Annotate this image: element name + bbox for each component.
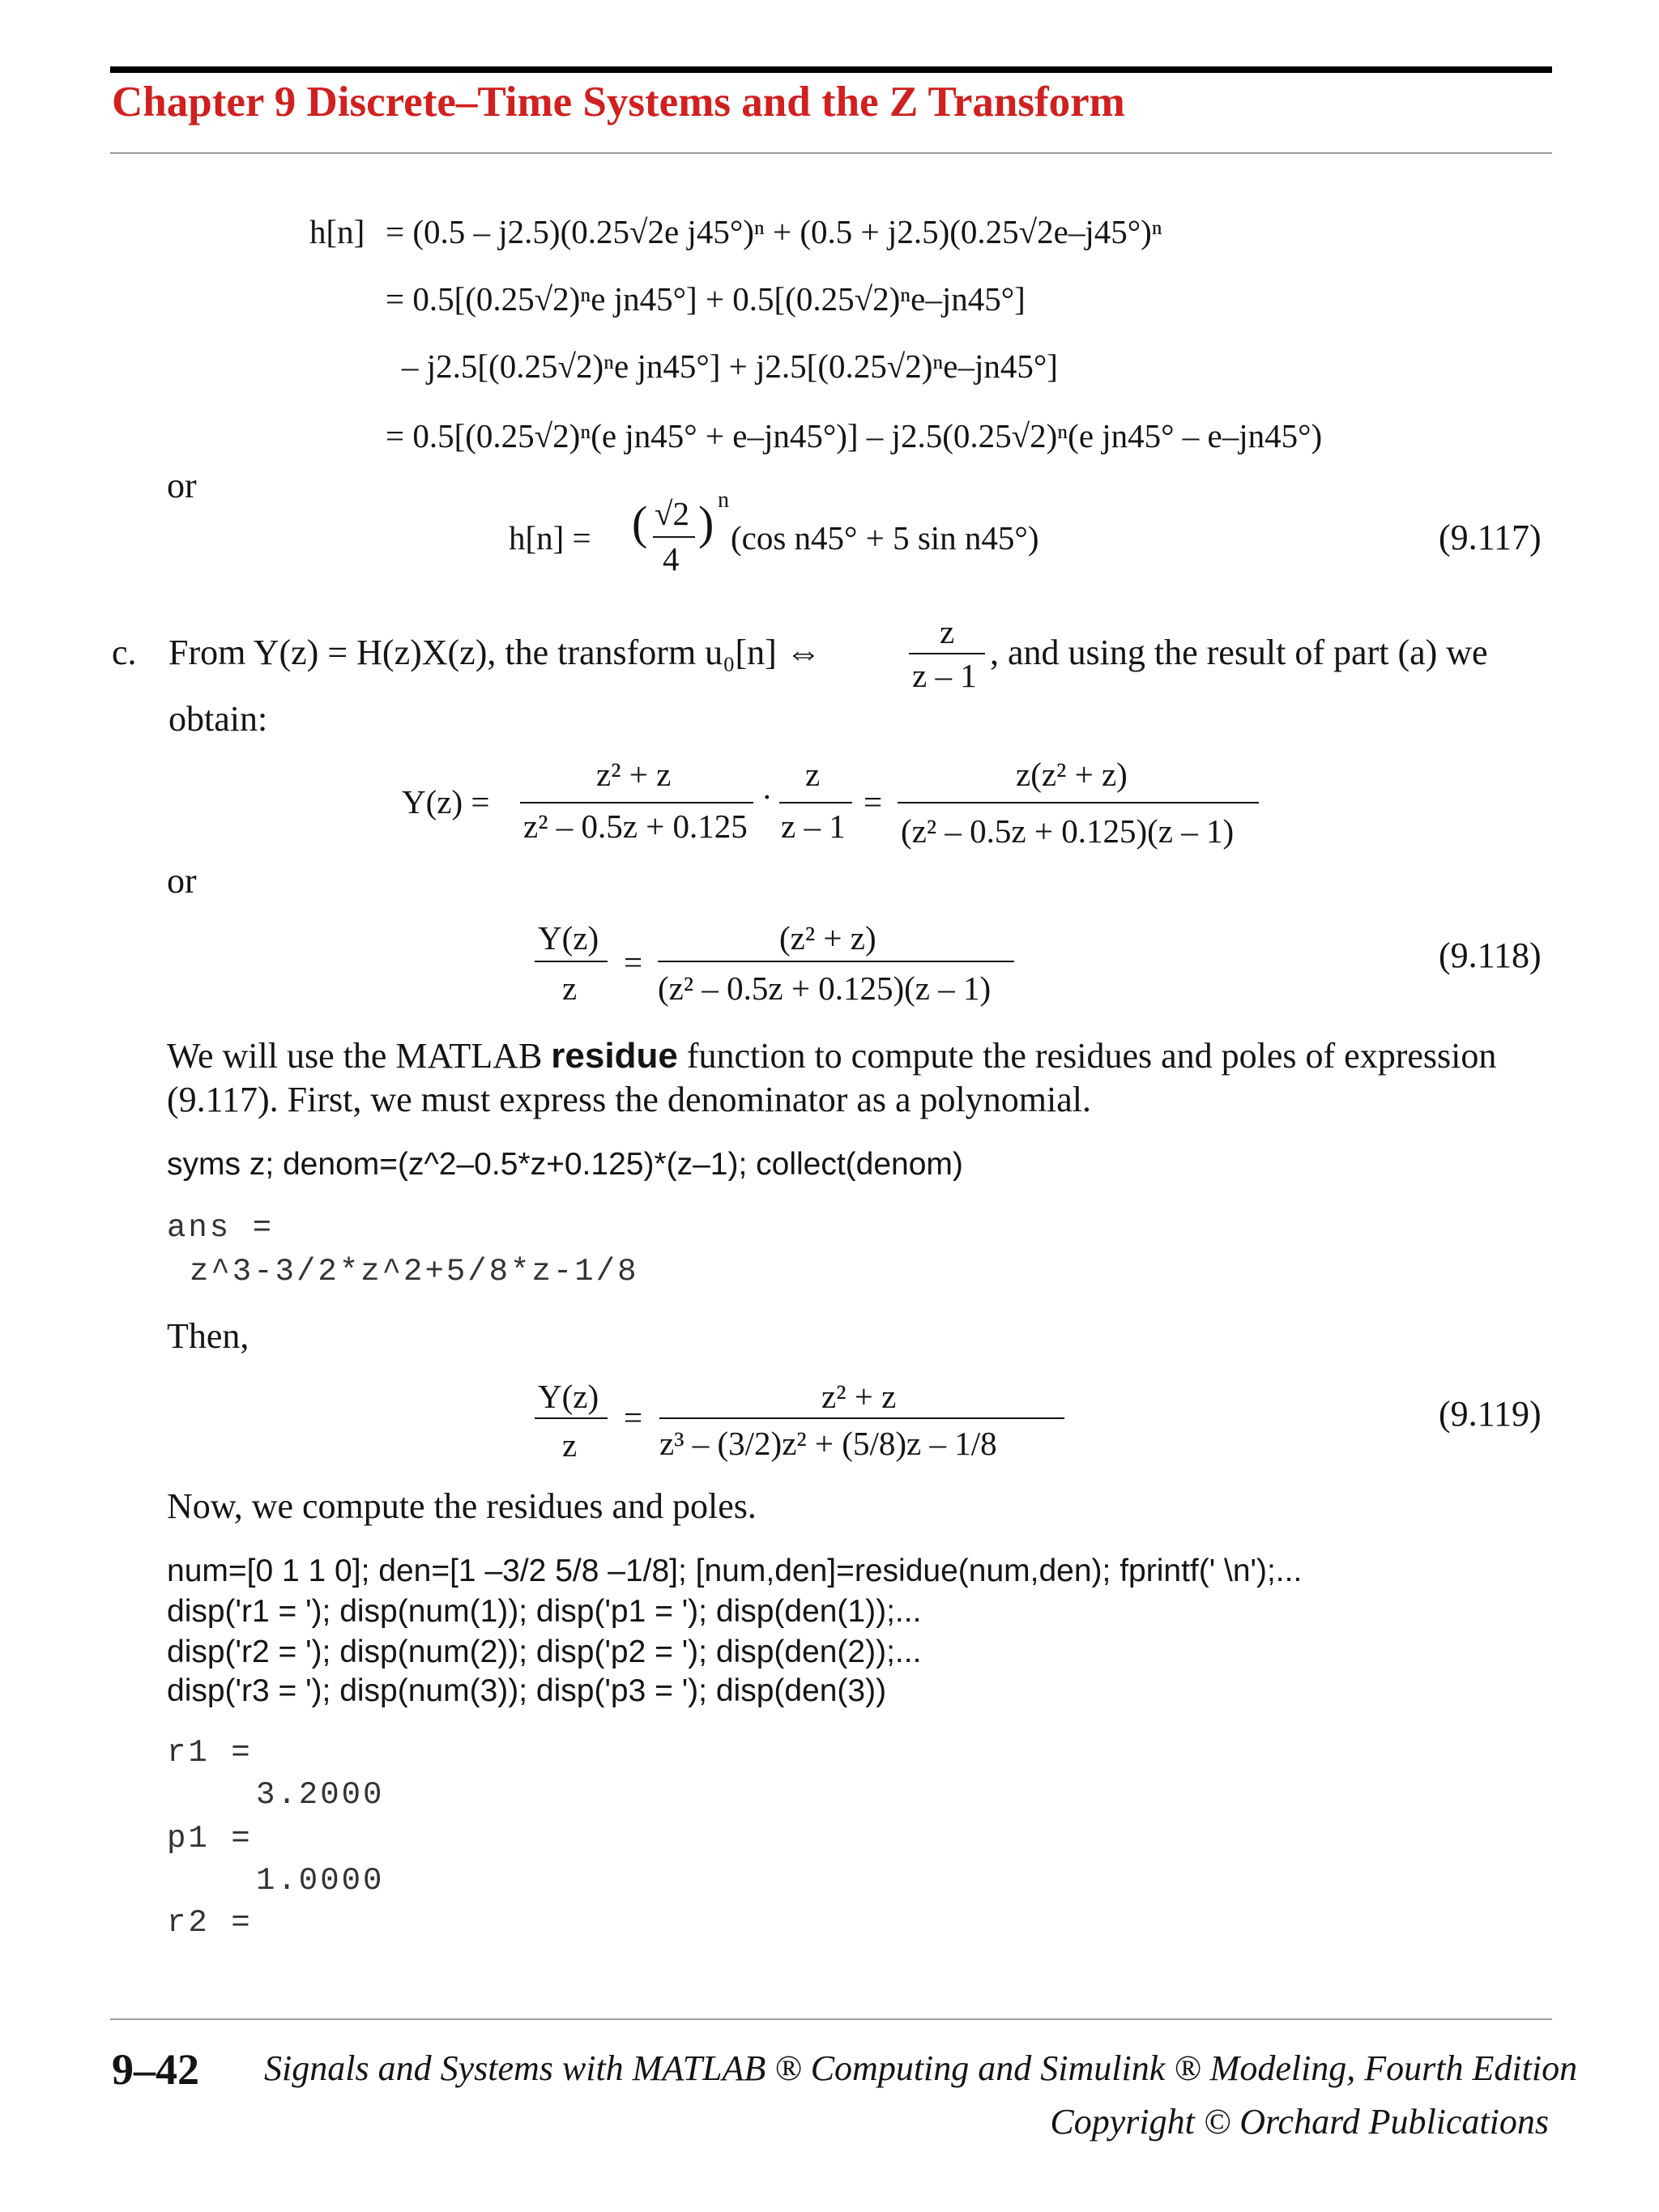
eq-9118-equals: = [624, 944, 643, 981]
top-rule [110, 66, 1552, 73]
eq-9119-rhs-line [659, 1417, 1064, 1419]
eq-9117-lhs: h[n] = [509, 519, 591, 556]
part-c-frac-den: z – 1 [912, 657, 977, 694]
yz-frac2-den: z – 1 [781, 808, 846, 845]
page-number: 9–42 [112, 2045, 199, 2094]
output-1-ans: ans = [167, 1210, 275, 1246]
para-1-line-1 [167, 1035, 1496, 1076]
para-1-text-b: function to compute the residues and poles of expression [677, 1036, 1497, 1076]
eq-9117-number: (9.117) [1439, 518, 1542, 557]
para-1-text-a: We will use the MATLAB [167, 1036, 552, 1076]
eq-9119-number: (9.119) [1439, 1394, 1542, 1434]
part-c-frac-line [909, 653, 985, 654]
or-label-2: or [167, 861, 197, 901]
hn-line-2: = 0.5[(0.25√2)ⁿe jn45°] + 0.5[(0.25√2)ⁿe–jn45°] [386, 280, 1026, 318]
eq-9118-rhs-line [658, 961, 1014, 962]
eq-9117-close-paren: ) [698, 497, 714, 549]
then-text: Then, [167, 1316, 249, 1356]
hn-line-4: = 0.5[(0.25√2)ⁿ(e jn45° + e–jn45°)] – j2.5(0.25√2)ⁿ(e jn45° – e–jn45°) [386, 417, 1323, 454]
part-c-text-a: From Y(z) = H(z)X(z), the transform u₀[n] ⇔ [168, 633, 821, 672]
matlab-code-2-line-2: disp('r1 = '); disp(num(1)); disp('p1 = '); disp(den(1));... [167, 1594, 922, 1629]
part-c-line-2: obtain: [168, 699, 268, 739]
hn-lhs: h[n] [309, 213, 365, 250]
eq-9119-lhs-num: Y(z) [538, 1378, 599, 1415]
eq-9119-rhs-num: z² + z [821, 1378, 897, 1415]
matlab-code-2-line-3: disp('r2 = '); disp(num(2)); disp('p2 = '); disp(den(2));... [167, 1634, 922, 1669]
output-r1-value: 3.2000 [256, 1777, 385, 1813]
part-c-label: c. [112, 633, 137, 672]
eq-9118-rhs-num: (z² + z) [779, 919, 876, 957]
eq-9118-lhs-line [535, 961, 608, 962]
yz-lhs: Y(z) = [402, 783, 490, 820]
footer-rule [110, 2018, 1552, 2020]
yz-frac3-den: (z² – 0.5z + 0.125)(z – 1) [901, 812, 1235, 850]
eq-9118-number: (9.118) [1439, 936, 1542, 975]
eq-9117-rest: (cos n45° + 5 sin n45°) [731, 519, 1039, 556]
output-p1-value: 1.0000 [256, 1863, 385, 1899]
para-1-line-2: (9.117). First, we must express the denominator as a polynomial. [167, 1080, 1091, 1119]
header-rule [110, 152, 1552, 154]
output-p1-label: p1 = [167, 1821, 253, 1856]
matlab-code-2-line-4: disp('r3 = '); disp(num(3)); disp('p3 = '); disp(den(3)) [167, 1673, 887, 1708]
part-c-text-b: , and using the result of part (a) we [990, 633, 1488, 672]
matlab-code-1: syms z; denom=(z^2–0.5*z+0.125)*(z–1); collect(denom) [167, 1147, 963, 1182]
matlab-code-2-line-1: num=[0 1 1 0]; den=[1 –3/2 5/8 –1/8]; [num,den]=residue(num,den); fprintf(' \n');... [167, 1554, 1303, 1588]
eq-9119-lhs-line [535, 1417, 608, 1419]
chapter-title: Chapter 9 Discrete–Time Systems and the Z Transform [112, 79, 1125, 126]
hn-line-3: – j2.5[(0.25√2)ⁿe jn45°] + j2.5[(0.25√2)ⁿe–jn45°] [402, 347, 1058, 385]
part-c-frac-num: z [940, 613, 955, 650]
eq-9117-frac-line [653, 536, 695, 538]
eq-9119-rhs-den: z³ – (3/2)z² + (5/8)z – 1/8 [659, 1425, 997, 1462]
output-r1-label: r1 = [167, 1735, 253, 1771]
eq-9117-open-paren: ( [632, 497, 648, 549]
eq-9119-equals: = [624, 1399, 643, 1436]
yz-frac1-num: z² + z [596, 756, 672, 793]
residue-keyword: residue [551, 1036, 678, 1076]
yz-frac1-line [520, 802, 753, 803]
yz-frac3-num: z(z² + z) [1016, 756, 1128, 793]
yz-frac2-num: z [805, 756, 821, 793]
yz-dot: · [761, 778, 773, 816]
yz-frac1-den: z² – 0.5z + 0.125 [523, 808, 748, 845]
book-title: Signals and Systems with MATLAB ® Computing and Simulink ® Modeling, Fourth Edition [264, 2048, 1578, 2088]
yz-equals: = [864, 783, 883, 820]
eq-9117-power: n [718, 488, 729, 513]
output-r2-label: r2 = [167, 1905, 253, 1941]
yz-frac3-line [898, 802, 1259, 803]
para-2: Now, we compute the residues and poles. [167, 1486, 757, 1526]
eq-9117-frac-den: 4 [663, 540, 680, 578]
eq-9119-lhs-den: z [562, 1426, 578, 1464]
eq-9118-lhs-den: z [562, 970, 578, 1007]
eq-9118-lhs-num: Y(z) [538, 919, 599, 957]
hn-line-1: = (0.5 – j2.5)(0.25√2e j45°)ⁿ + (0.5 + j2.5)(0.25√2e–j45°)ⁿ [386, 213, 1162, 250]
output-1-value: z^3-3/2*z^2+5/8*z-1/8 [190, 1254, 639, 1289]
copyright: Copyright © Orchard Publications [1050, 2102, 1549, 2142]
or-label-1: or [167, 466, 197, 505]
yz-frac2-line [779, 802, 852, 803]
eq-9118-rhs-den: (z² – 0.5z + 0.125)(z – 1) [658, 970, 992, 1007]
eq-9117-frac-num: √2 [655, 495, 690, 532]
